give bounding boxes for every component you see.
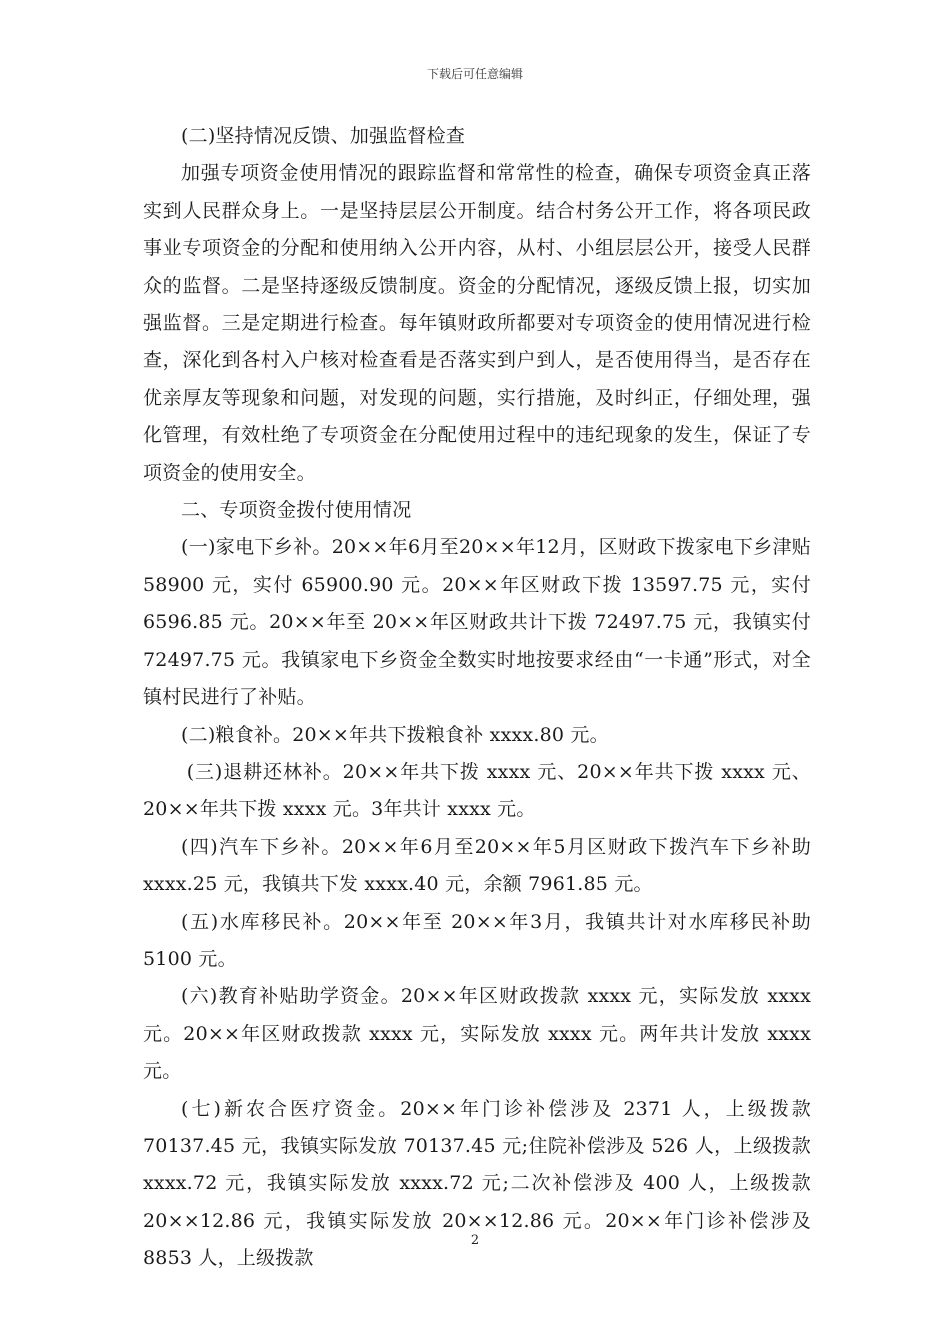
- paragraph-medical-fund: (七)新农合医疗资金。20××年门诊补偿涉及 2371 人，上级拨款 70137.45 元，我镇实际发放 70137.45 元;住院补偿涉及 526 人，上级拨款 xxxx.72 元，我镇实际发放 xxxx.72 元;二次补偿涉及 400 人，上级拨款 20××12.86 元，我镇实际发放 20××12.86 元。20××年门诊补偿涉及 8853 人，上级拨款: [143, 1097, 811, 1270]
- page-number: 2: [470, 1233, 480, 1248]
- paragraph-auto-subsidy: (四)汽车下乡补。20××年6月至20××年5月区财政下拨汽车下乡补助 xxxx.25 元，我镇共下发 xxxx.40 元，余额 7961.85 元。: [143, 835, 811, 896]
- paragraph-appliance-subsidy: (一)家电下乡补。20××年6月至20××年12月，区财政下拨家电下乡津贴 58900 元，实付 65900.90 元。20××年区财政下拨 13597.75 元，实付 6596.85 元。20××年至 20××年区财政共计下拨 72497.75 元，我镇实付 72497.75 元。我镇家电下乡资金全数实时地按要求经由“一卡通”形式，对全镇村民进行了补贴。: [143, 536, 811, 709]
- document-body: [143, 118, 811, 1278]
- page-header: 下载后可任意编辑: [426, 67, 523, 81]
- section-heading-feedback: (二)坚持情况反馈、加强监督检查: [181, 125, 466, 147]
- paragraph-education-subsidy: (六)教育补贴助学资金。20××年区财政拨款 xxxx 元，实际发放 xxxx 元。20××年区财政拨款 xxxx 元，实际发放 xxxx 元。两年共计发放 xxxx 元。: [143, 985, 811, 1083]
- paragraph-grain-subsidy: (二)粮食补。20××年共下拨粮食补 xxxx.80 元。: [181, 723, 609, 746]
- paragraph-supervision: 加强专项资金使用情况的跟踪监督和常常性的检查，确保专项资金真正落实到人民群众身上。一是坚持层层公开制度。结合村务公开工作，将各项民政事业专项资金的分配和使用纳入公开内容，从村、小组层层公开，接受人民群众的监督。二是坚持逐级反馈制度。资金的分配情况，逐级反馈上报，切实加强监督。三是定期进行检查。每年镇财政所都要对专项资金的使用情况进行检查，深化到各村入户核对检查看是否落实到户到人，是否使用得当，是否存在优亲厚友等现象和问题，对发现的问题，实行措施，及时纠正，仔细处理，强化管理，有效杜绝了专项资金在分配使用过程中的违纪现象的发生，保证了专项资金的使用安全。: [143, 162, 811, 484]
- paragraph-reservoir-subsidy: (五)水库移民补。20××年至 20××年3月，我镇共计对水库移民补助 5100 元。: [143, 910, 811, 970]
- paragraph-reforestation-subsidy: (三)退耕还林补。20××年共下拨 xxxx 元、20××年共下拨 xxxx 元、20××年共下拨 xxxx 元。3年共计 xxxx 元。: [143, 760, 811, 821]
- section-heading-fund-usage: 二、专项资金拨付使用情况: [181, 499, 412, 522]
